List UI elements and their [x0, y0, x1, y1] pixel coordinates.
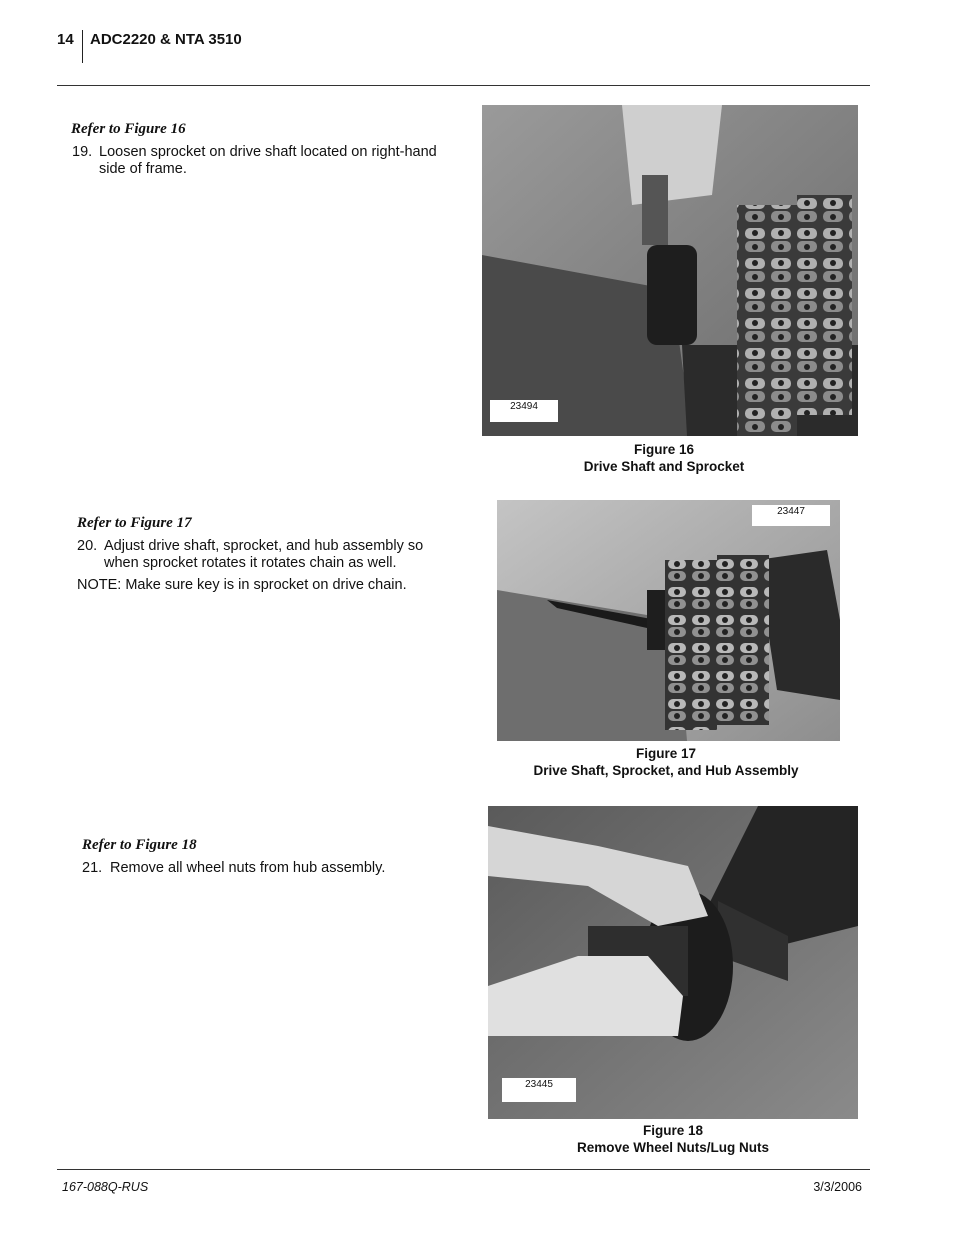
step-text-line1: Loosen sprocket on drive shaft located on right-hand — [99, 144, 437, 160]
figure-16-title: Drive Shaft and Sprocket — [583, 459, 745, 474]
document-number: 167-088Q-RUS — [62, 1180, 149, 1194]
step-text-line1: Adjust drive shaft, sprocket, and hub assembly so — [104, 538, 424, 554]
figure-17-reference: Refer to Figure 17 — [77, 515, 192, 531]
figure-16-caption — [482, 441, 846, 475]
figure-16-photo — [482, 105, 858, 436]
step-number: 21. — [82, 860, 103, 876]
figure-17-caption — [497, 745, 835, 779]
step-20 — [77, 538, 477, 574]
figure-16-reference: Refer to Figure 16 — [71, 121, 186, 137]
step-19 — [72, 144, 472, 180]
figure-16-id-label: 23494 — [490, 400, 558, 422]
step-number: 20. — [77, 538, 98, 554]
step-text-line2: when sprocket rotates it rotates chain as well. — [104, 555, 397, 571]
step-text-line2: side of frame. — [99, 161, 187, 177]
header-divider — [82, 30, 83, 63]
figure-17-id-label: 23447 — [752, 505, 830, 526]
step-21 — [82, 860, 482, 878]
figure-18-reference: Refer to Figure 18 — [82, 837, 197, 853]
figure-18-label: Figure 18 — [642, 1123, 704, 1138]
header-rule — [57, 85, 870, 86]
note-text: NOTE: Make sure key is in sprocket on drive chain. — [77, 577, 407, 593]
document-title: ADC2220 & NTA 3510 — [90, 31, 242, 48]
step-number: 19. — [72, 144, 93, 160]
footer-rule — [57, 1169, 870, 1170]
figure-18-title: Remove Wheel Nuts/Lug Nuts — [576, 1140, 770, 1155]
figure-16-label: Figure 16 — [633, 442, 695, 457]
figure-17-title: Drive Shaft, Sprocket, and Hub Assembly — [533, 763, 799, 778]
figure-18-id-label: 23445 — [502, 1078, 576, 1102]
figure-18-photo — [488, 806, 858, 1119]
figure-17-photo — [497, 500, 840, 741]
document-date: 3/3/2006 — [813, 1180, 862, 1194]
figure-18-caption — [488, 1122, 858, 1156]
step-text-line1: Remove all wheel nuts from hub assembly. — [110, 860, 386, 876]
page-number: 14 — [57, 31, 74, 48]
figure-17-label: Figure 17 — [635, 746, 697, 761]
